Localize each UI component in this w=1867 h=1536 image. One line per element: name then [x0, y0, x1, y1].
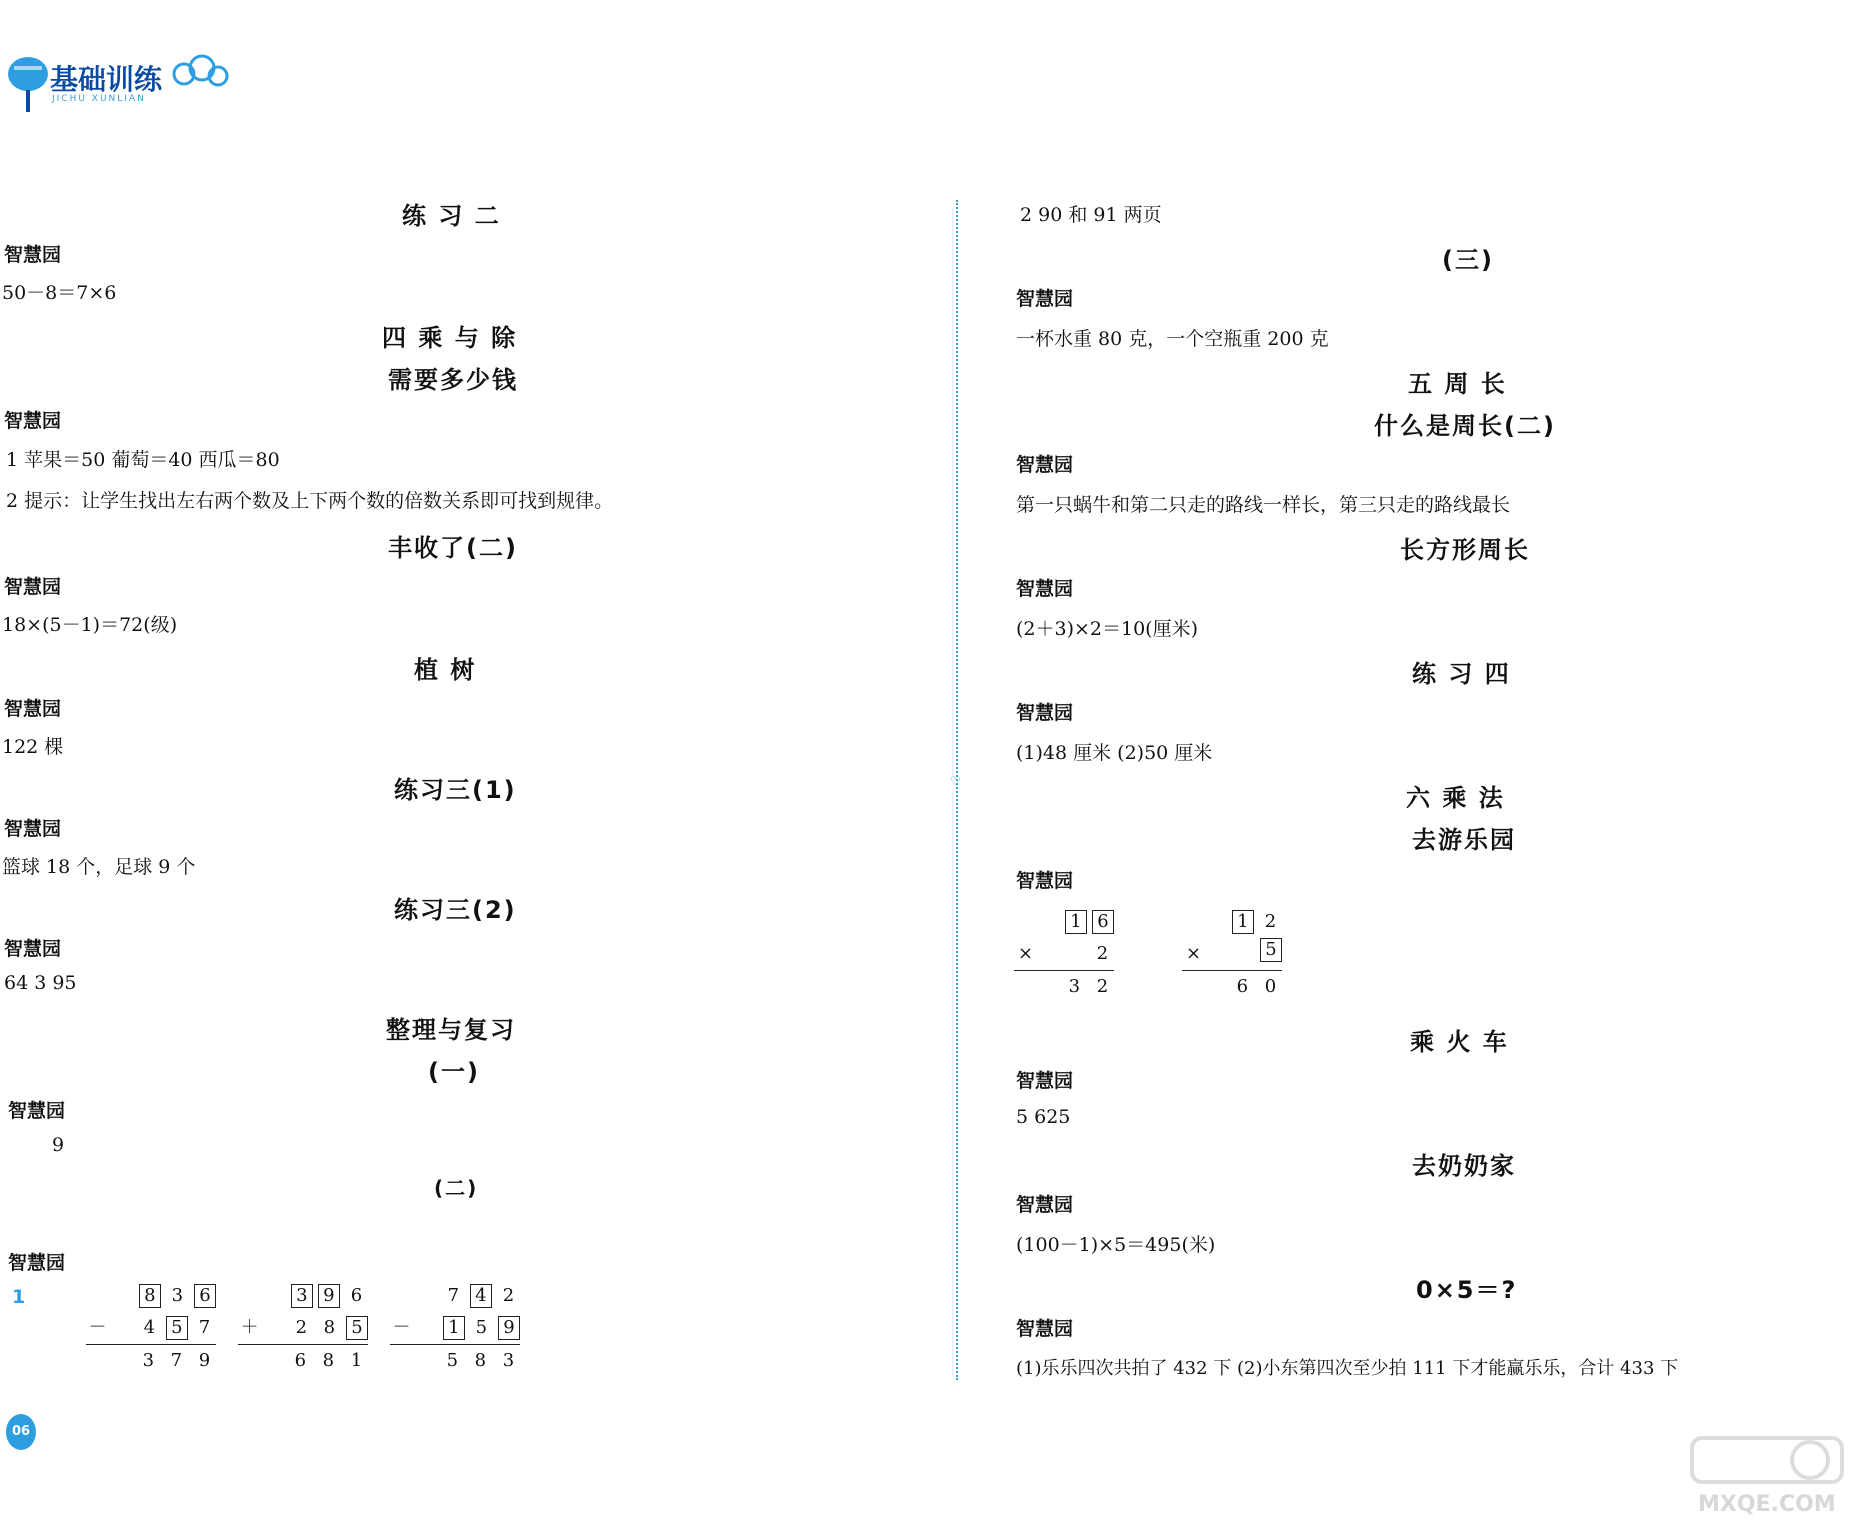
- section-label: 智慧园: [4, 698, 62, 720]
- lesson-title: 整理与复习: [386, 1016, 516, 1044]
- section-title: 练 习 二: [402, 202, 501, 230]
- section-label: 智慧园: [4, 818, 62, 840]
- digit: 3: [142, 1350, 155, 1371]
- digit: 9: [198, 1350, 211, 1371]
- lesson-title: 什么是周长(二): [1374, 412, 1556, 440]
- lesson-subtitle: (一): [428, 1058, 480, 1086]
- answer-text: (1)乐乐四次共拍了 432 下 (2)小东第四次至少拍 111 下才能赢乐乐，合计 433 下: [1016, 1358, 1679, 1379]
- section-label: 智慧园: [1016, 1070, 1074, 1092]
- section-label: 智慧园: [8, 1252, 66, 1274]
- answer-text: 18×(5－1)＝72(级): [2, 614, 178, 636]
- section-label: 智慧园: [1016, 288, 1074, 310]
- vertical-addition: [238, 1280, 368, 1377]
- section-label: 智慧园: [4, 410, 62, 432]
- vertical-multiplication: [1014, 906, 1114, 1003]
- lesson-title: 练习三(1): [394, 776, 517, 804]
- lesson-title: 去游乐园: [1412, 826, 1516, 854]
- digit: 8: [323, 1317, 336, 1338]
- digit: 6: [294, 1350, 307, 1371]
- blank-box: 4: [470, 1284, 492, 1308]
- digit: 5: [446, 1350, 459, 1371]
- blank-box: 6: [1092, 910, 1114, 934]
- digit: 2: [295, 1317, 308, 1338]
- answer-text: (100－1)×5＝495(米): [1016, 1234, 1216, 1256]
- blank-box: 3: [291, 1284, 313, 1308]
- operator: －: [88, 1317, 107, 1338]
- section-label: 智慧园: [4, 244, 62, 266]
- series-title: 基础训练: [50, 63, 163, 96]
- blank-box: 1: [1065, 910, 1087, 934]
- question-number: 1: [12, 1286, 26, 1308]
- blank-box: 1: [443, 1316, 465, 1340]
- vertical-subtraction: [390, 1280, 520, 1377]
- digit: 5: [475, 1317, 488, 1338]
- answer-text: (2＋3)×2＝10(厘米): [1016, 618, 1199, 640]
- series-logo: [6, 52, 246, 122]
- blank-box: 1: [1232, 910, 1254, 934]
- digit: 3: [1068, 976, 1081, 997]
- section-label: 智慧园: [1016, 870, 1074, 892]
- answer-text: 2 90 和 91 两页: [1020, 204, 1162, 226]
- section-label: 智慧园: [4, 576, 62, 598]
- answer-text: 2 提示：让学生找出左右两个数及上下两个数的倍数关系即可找到规律。: [6, 490, 614, 512]
- watermark: [1690, 1430, 1860, 1530]
- answer-text: 篮球 18 个，足球 9 个: [2, 856, 196, 878]
- blank-box: 6: [194, 1284, 216, 1308]
- section-label: 智慧园: [1016, 702, 1074, 724]
- digit: 6: [1236, 976, 1249, 997]
- answer-text: 122 棵: [2, 736, 64, 758]
- watermark-logo-icon: [1690, 1430, 1850, 1490]
- section-label: 智慧园: [1016, 454, 1074, 476]
- digit: 4: [143, 1317, 156, 1338]
- digit: 1: [350, 1350, 363, 1371]
- section-label: 智慧园: [4, 938, 62, 960]
- digit: 2: [1096, 976, 1109, 997]
- cloud-icon: [166, 52, 236, 92]
- answer-text: 9: [52, 1134, 65, 1156]
- unit-title: 四 乘 与 除: [382, 324, 518, 352]
- lesson-title: 植 树: [414, 656, 477, 684]
- answer-text: (1)48 厘米 (2)50 厘米: [1016, 742, 1213, 764]
- page-number: 06: [6, 1414, 36, 1450]
- operator: ×: [1017, 943, 1034, 964]
- digit: 3: [171, 1285, 184, 1306]
- lesson-title: 0×5＝?: [1416, 1276, 1518, 1304]
- lesson-title: 练习三(2): [394, 896, 517, 924]
- vertical-subtraction: [86, 1280, 216, 1377]
- section-label: 智慧园: [8, 1100, 66, 1122]
- digit: 2: [1264, 911, 1277, 932]
- blank-box: 5: [1260, 938, 1282, 962]
- answer-text: 1 苹果＝50 葡萄＝40 西瓜＝80: [6, 449, 280, 471]
- lesson-title: 去奶奶家: [1412, 1152, 1516, 1180]
- blank-box: 9: [498, 1316, 520, 1340]
- column-divider: [956, 200, 958, 1380]
- answer-text: 64 3 95: [4, 972, 77, 994]
- heart-icon: ♡: [950, 774, 961, 788]
- digit: 7: [170, 1350, 183, 1371]
- lesson-subtitle: (二): [434, 1176, 479, 1200]
- section-label: 智慧园: [1016, 1194, 1074, 1216]
- blank-box: 8: [139, 1284, 161, 1308]
- operator: －: [392, 1317, 411, 1338]
- digit: 6: [350, 1285, 363, 1306]
- digit: 7: [447, 1285, 460, 1306]
- digit: 3: [502, 1350, 515, 1371]
- answer-text: 50－8＝7×6: [2, 282, 117, 304]
- unit-title: 六 乘 法: [1406, 784, 1505, 812]
- answer-text: 一杯水重 80 克，一个空瓶重 200 克: [1016, 328, 1329, 350]
- lesson-subtitle: (三): [1442, 246, 1494, 274]
- section-label: 智慧园: [1016, 578, 1074, 600]
- blank-box: 9: [318, 1284, 340, 1308]
- series-subtitle: JICHU XUNLIAN: [52, 94, 146, 104]
- section-label: 智慧园: [1016, 1318, 1074, 1340]
- vertical-multiplication: [1182, 906, 1282, 1003]
- watermark-url: MXQE.COM: [1698, 1492, 1836, 1517]
- answer-text: 第一只蜗牛和第二只走的路线一样长，第三只走的路线最长: [1016, 494, 1511, 516]
- digit: 8: [474, 1350, 487, 1371]
- unit-title: 五 周 长: [1408, 370, 1507, 398]
- blank-box: 5: [166, 1316, 188, 1340]
- lesson-title: 乘 火 车: [1410, 1028, 1509, 1056]
- digit: 8: [322, 1350, 335, 1371]
- lesson-title: 需要多少钱: [388, 366, 518, 394]
- digit: 0: [1264, 976, 1277, 997]
- lesson-title: 练 习 四: [1412, 660, 1511, 688]
- operator: ×: [1185, 943, 1202, 964]
- lesson-title: 丰收了(二): [388, 534, 518, 562]
- digit: 2: [502, 1285, 515, 1306]
- lesson-title: 长方形周长: [1400, 536, 1530, 564]
- digit: 2: [1096, 943, 1109, 964]
- answer-text: 5 625: [1016, 1106, 1071, 1128]
- digit: 7: [198, 1317, 211, 1338]
- blank-box: 5: [346, 1316, 368, 1340]
- operator: ＋: [240, 1317, 259, 1338]
